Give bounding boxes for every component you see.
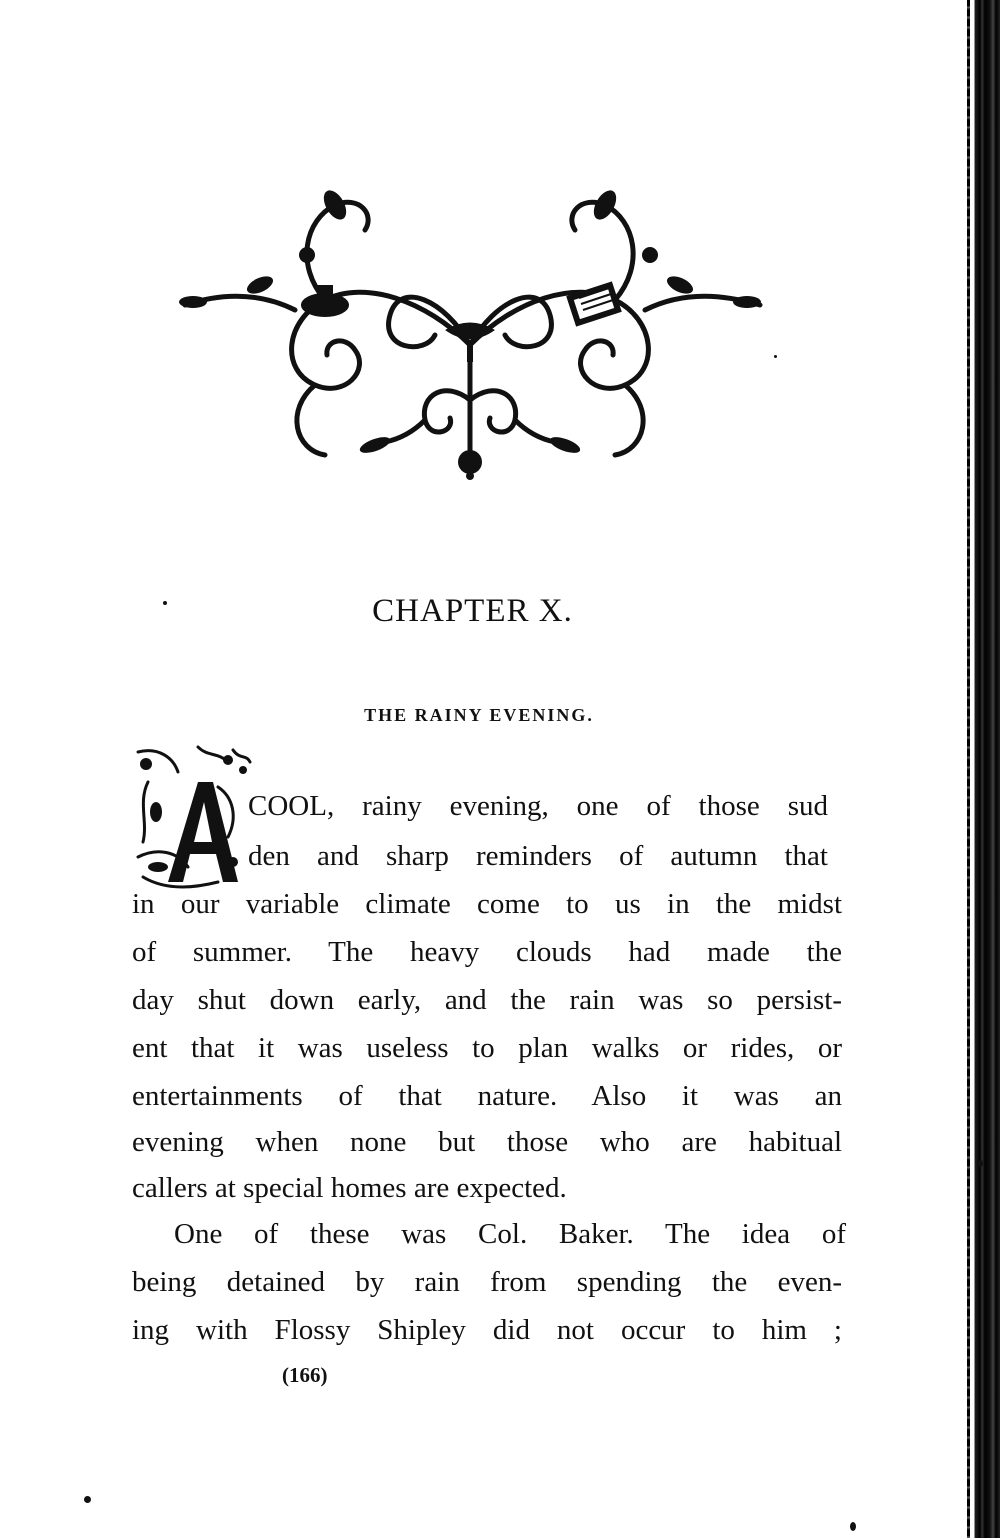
scan-speck <box>84 1496 91 1503</box>
body-line: ing with Flossy Shipley did not occur to him ; <box>132 1314 842 1346</box>
body-line: entertainments of that nature. Also it was an <box>132 1080 842 1112</box>
body-line: COOL, rainy evening, one of those sud <box>248 790 828 822</box>
body-line: being detained by rain from spending the even- <box>132 1266 842 1298</box>
page-number: (166) <box>282 1363 328 1387</box>
body-line: evening when none but those who are habitual <box>132 1126 842 1158</box>
body-line: den and sharp reminders of autumn that <box>248 840 828 872</box>
body-line: of summer. The heavy clouds had made the <box>132 936 842 968</box>
scan-speck <box>978 1160 983 1167</box>
body-line: ent that it was useless to plan walks or rides, or <box>132 1032 842 1064</box>
body-line: day shut down early, and the rain was so persist- <box>132 984 842 1016</box>
ornamental-headpiece-icon <box>175 170 765 480</box>
scan-speck <box>163 601 167 605</box>
scan-speck <box>850 1522 856 1531</box>
chapter-subtitle: THE RAINY EVENING. <box>364 705 594 725</box>
decorative-dropcap-icon <box>128 742 252 892</box>
body-line: callers at special homes are expected. <box>132 1172 567 1204</box>
book-spine-shadow <box>966 0 1000 1538</box>
body-line: in our variable climate come to us in the midst <box>132 888 842 920</box>
book-spine-edge <box>967 0 970 1538</box>
body-line: One of these was Col. Baker. The idea of <box>174 1218 846 1250</box>
chapter-title: CHAPTER X. <box>372 593 573 629</box>
scan-speck <box>774 355 777 358</box>
